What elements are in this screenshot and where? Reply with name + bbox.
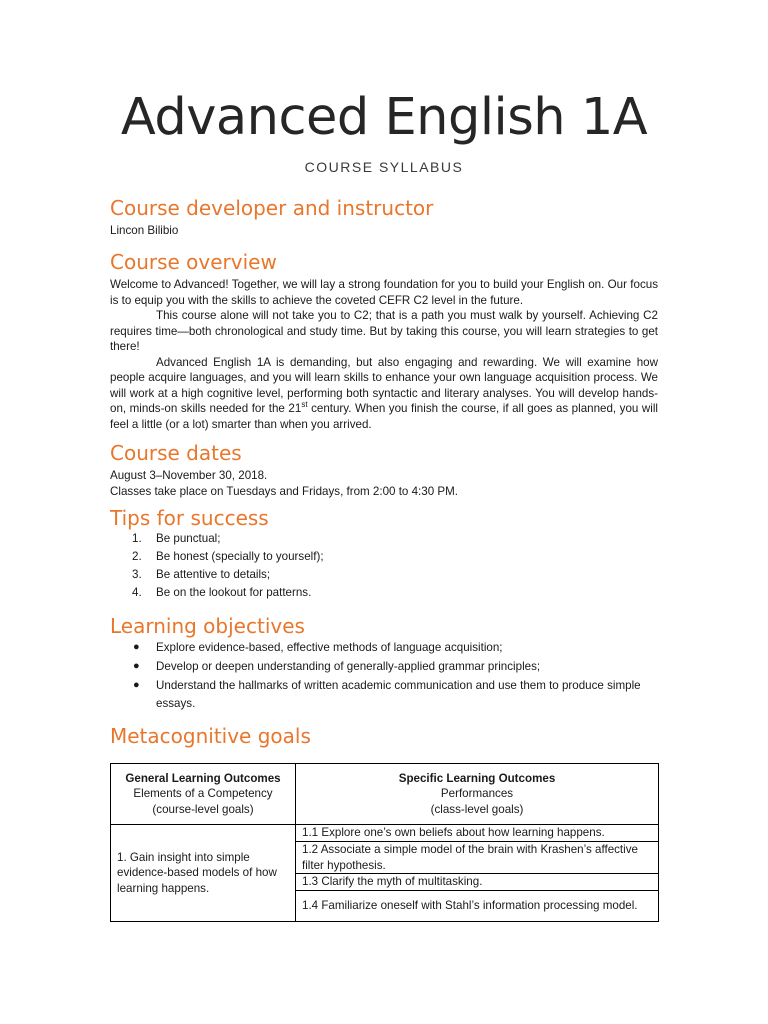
objectives-list — [110, 639, 658, 714]
instructor-name: Lincon Bilibio — [110, 224, 179, 237]
objective-text: Understand the hallmarks of written academic communication and use them to produce simple essays. — [156, 679, 641, 710]
list-item — [110, 566, 658, 584]
table-header-row — [111, 764, 659, 825]
table-row — [111, 825, 659, 842]
specific-outcome-cell: 1.2 Associate a simple model of the brain with Krashen’s affective filter hypothesis. — [296, 842, 659, 874]
list-item — [110, 658, 658, 676]
header-specific-line3: (class-level goals) — [430, 802, 524, 816]
specific-outcome-cell: 1.3 Clarify the myth of multitasking. — [296, 874, 659, 891]
general-outcome-cell: 1. Gain insight into simple evidence-based models of how learning happens. — [111, 825, 296, 922]
specific-outcome-cell: 1.4 Familiarize oneself with Stahl’s information processing model. — [296, 891, 659, 922]
objective-text: Explore evidence-based, effective methods of language acquisition; — [156, 641, 503, 654]
list-item — [110, 530, 658, 548]
header-general-title: General Learning Outcomes — [125, 771, 281, 785]
tips-list — [110, 530, 658, 602]
overview-p3-start: Advanced English 1A is demanding, but also engaging and rewarding. We will examine how people acquire languages, and you will learn skills to enhance your own language acquisition process. We will work at a high cognitive level, performing both syntactic and literary analyses. You will develop hands-on, minds-on skills needed for the 21 — [110, 355, 658, 415]
goals-table — [110, 763, 659, 922]
list-number: 2. — [132, 550, 142, 563]
dates-range: August 3–November 30, 2018. — [110, 469, 268, 482]
header-general — [111, 764, 296, 825]
list-number: 3. — [132, 568, 142, 581]
overview-paragraph-2: This course alone will not take you to C2; that is a path you must walk by yourself. Achieving C2 requires time—both chronological and study time. But by taking this course, you will learn strategies to get there! — [110, 309, 658, 353]
overview-text — [110, 277, 658, 432]
dates-schedule: Classes take place on Tuesdays and Fridays, from 2:00 to 4:30 PM. — [110, 484, 458, 498]
bullet-icon: ● — [133, 660, 140, 672]
tip-text: Be on the lookout for patterns. — [156, 586, 312, 599]
bullet-icon: ● — [133, 679, 140, 691]
list-item — [110, 548, 658, 566]
heading-dates: Course dates — [110, 441, 242, 465]
overview-paragraph-1: Welcome to Advanced! Together, we will lay a strong foundation for you to build your English on. Our focus is to equip you with the skills to achieve the coveted CEFR C2 level in the future. — [110, 278, 658, 307]
overview-paragraph-3 — [110, 355, 658, 433]
list-item — [110, 677, 658, 712]
header-specific-line2: Performances — [440, 787, 514, 801]
list-number: 4. — [132, 586, 142, 599]
dates-text — [110, 468, 658, 499]
heading-metacognitive: Metacognitive goals — [110, 724, 311, 748]
objective-text: Develop or deepen understanding of generally-applied grammar principles; — [156, 660, 541, 673]
document-subtitle: COURSE SYLLABUS — [304, 159, 464, 175]
list-item — [110, 639, 658, 657]
list-number: 1. — [132, 532, 142, 545]
list-item — [110, 584, 658, 602]
header-general-line3: (course-level goals) — [152, 802, 254, 816]
header-specific — [296, 764, 659, 825]
specific-outcome-cell: 1.1 Explore one’s own beliefs about how learning happens. — [296, 825, 659, 842]
heading-overview: Course overview — [110, 250, 277, 274]
header-general-line2: Elements of a Competency — [133, 787, 273, 801]
header-specific-title: Specific Learning Outcomes — [398, 771, 556, 785]
bullet-icon: ● — [133, 641, 140, 653]
tip-text: Be attentive to details; — [156, 568, 271, 581]
tip-text: Be honest (specially to yourself); — [156, 550, 324, 563]
heading-tips: Tips for success — [110, 506, 269, 530]
heading-objectives: Learning objectives — [110, 614, 305, 638]
tip-text: Be punctual; — [156, 532, 221, 545]
document-title: Advanced English 1A — [120, 88, 648, 147]
ordinal-suffix: st — [301, 400, 308, 410]
heading-developer: Course developer and instructor — [110, 196, 434, 220]
overview-p3-end: century. When you finish the course, if all goes as planned, you will feel a little (or a lot) smarter than when you arrived. — [110, 402, 658, 431]
